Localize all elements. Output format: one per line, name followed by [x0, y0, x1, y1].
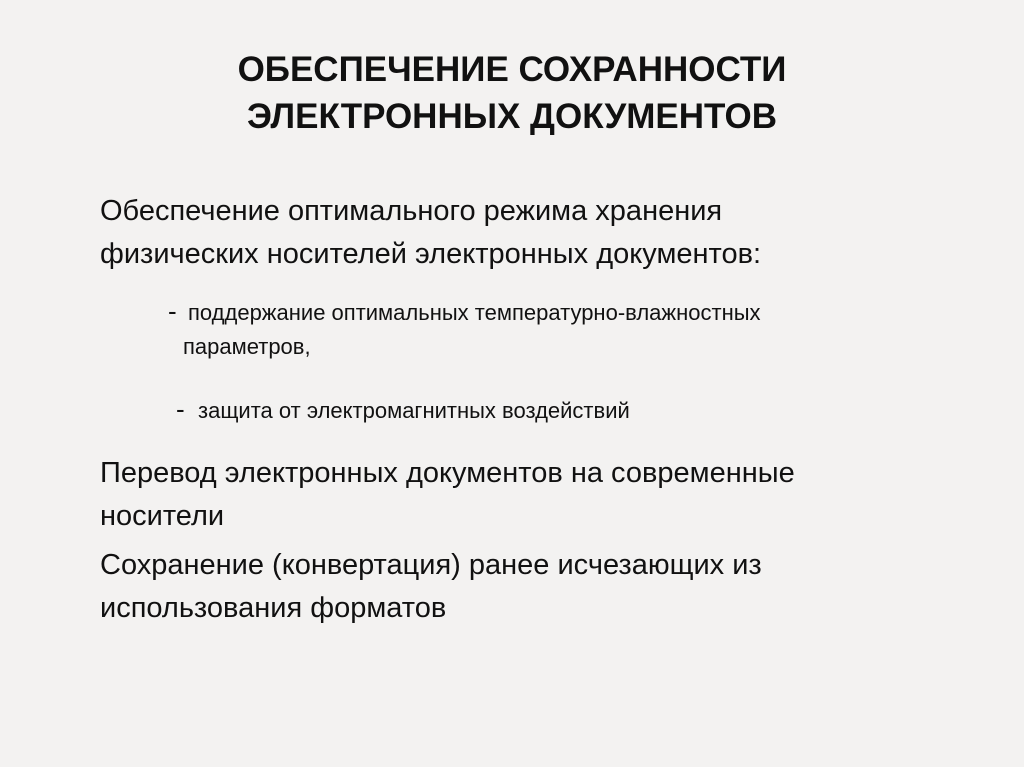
point-format-conversion: [100, 544, 762, 630]
subpoint-dash: -: [168, 296, 177, 326]
subpoint-electromagnetic: [176, 392, 630, 428]
subpoint-electromagnetic-text: защита от электромагнитных воздействий: [198, 398, 630, 423]
subpoint-dash: -: [176, 394, 185, 424]
point-media-transfer-line-1: Перевод электронных документов на современные: [100, 457, 795, 489]
point-storage-regime-line-2: физических носителей электронных документов:: [100, 238, 762, 270]
point-media-transfer-line-2: носители: [100, 500, 225, 532]
point-storage-regime: [100, 190, 761, 276]
point-media-transfer: [100, 452, 795, 538]
point-format-conversion-line-2: использования форматов: [100, 592, 447, 624]
slide-title: [0, 46, 1024, 140]
title-line-1: ОБЕСПЕЧЕНИЕ СОХРАННОСТИ: [237, 50, 787, 89]
subpoint-temperature-humidity-line-1: поддержание оптимальных температурно-влажностных: [188, 300, 761, 325]
subpoint-temperature-humidity: [168, 294, 761, 364]
point-storage-regime-line-1: Обеспечение оптимального режима хранения: [100, 195, 723, 227]
point-format-conversion-line-1: Сохранение (конвертация) ранее исчезающих из: [100, 549, 762, 581]
subpoint-temperature-humidity-line-2: параметров,: [183, 334, 311, 359]
title-line-2: ЭЛЕКТРОННЫХ ДОКУМЕНТОВ: [246, 97, 778, 136]
